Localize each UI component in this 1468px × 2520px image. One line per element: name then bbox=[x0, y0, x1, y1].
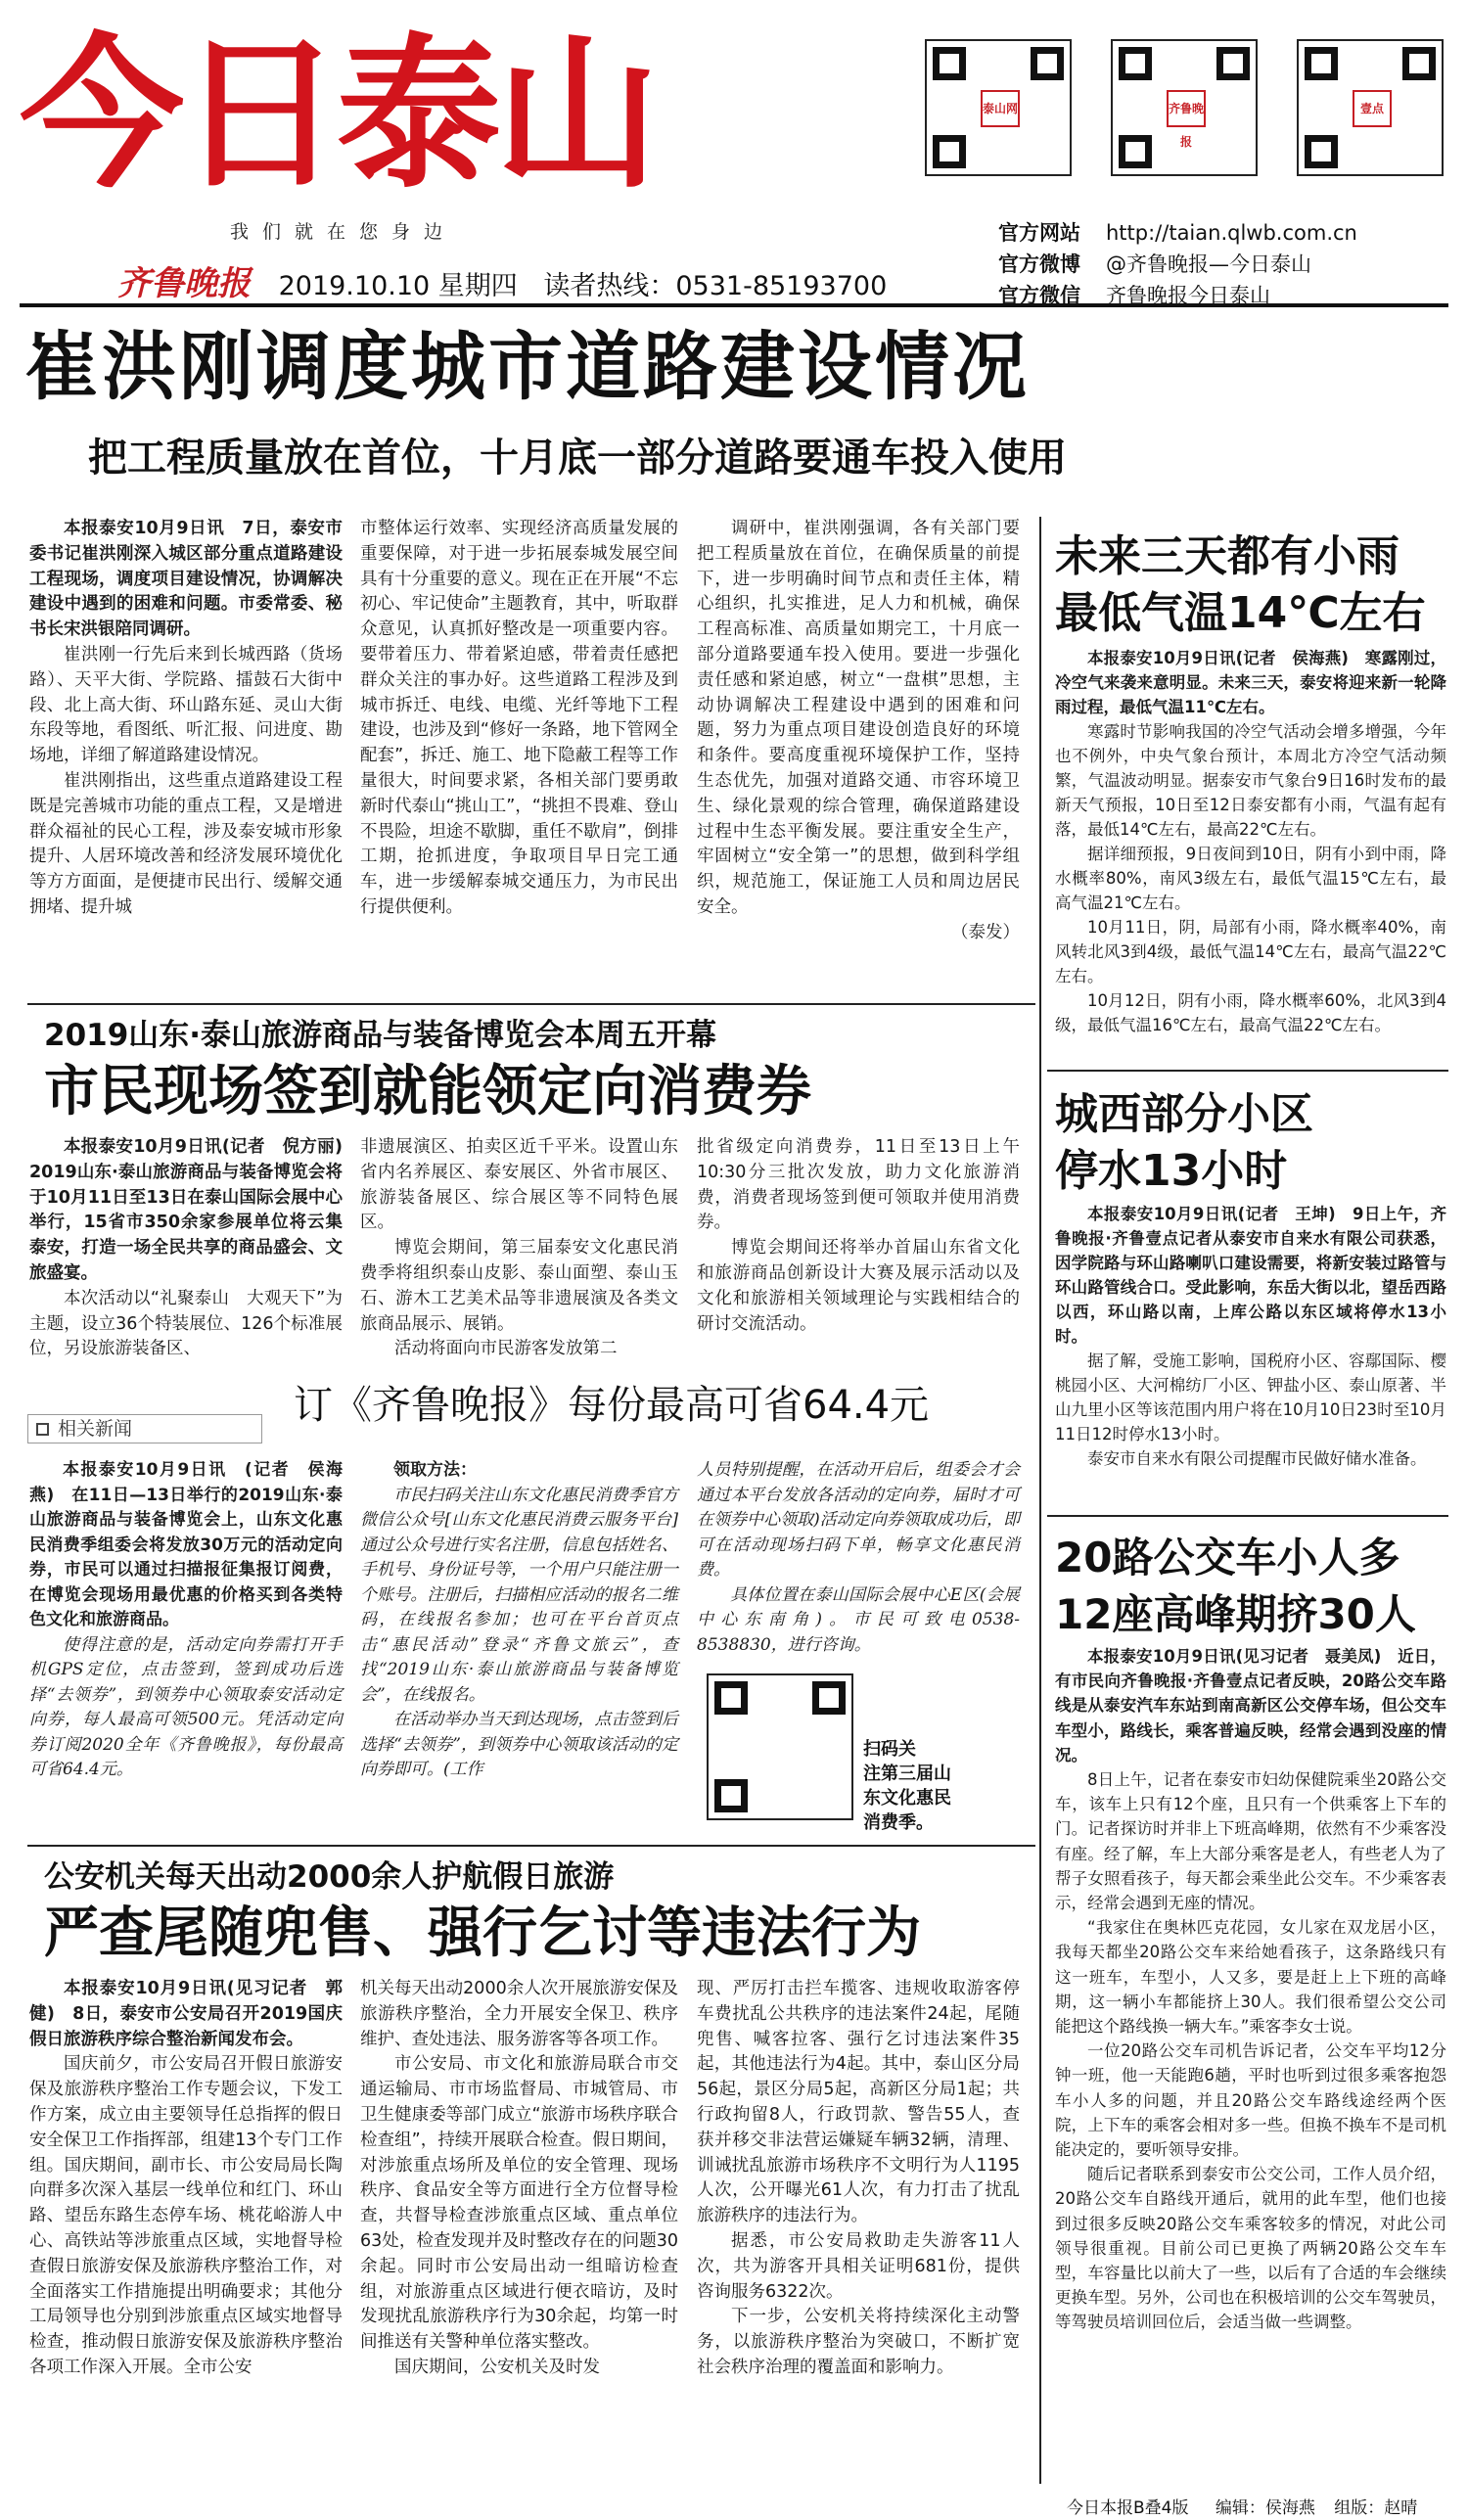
weather-headline: 未来三天都有小雨 最低气温14℃左右 bbox=[1055, 531, 1426, 638]
article1-column-1: 本报泰安10月9日讯 7日，泰安市委书记崔洪刚深入城区部分重点道路建设工程现场，调度项目建设情况，协调解决建设中遇到的困难和问题。市委常委、秘书长宋洪银陪同调研。 崔洪刚一行先后来到长城西路（货场路）、天平大街、学院路、擂鼓石大街中段、北上高大街、环山路东延、灵山大街东段等地，看图纸、听汇报、问进度、勘场地，详细了解道路建设情况。 崔洪刚指出，这些重点道路建设工程既是完善城市功能的重点工程，又是增进群众福祉的民心工程，涉及泰安城市形象提升、人居环境改善和经济发展环境优化等方方面面，是便捷市民出行、缓解交通拥堵、提升城 bbox=[29, 519, 343, 917]
qr-badge: 壹点 bbox=[1353, 90, 1392, 127]
page-footer: 今日本报B叠4版 编辑：侯海燕 组版：赵晴 bbox=[1067, 2498, 1418, 2518]
police-kicker: 公安机关每天出动2000余人护航假日旅游 bbox=[44, 1859, 615, 1895]
water-body: 本报泰安10月9日讯(记者 王坤) 9日上午，齐鲁晚报·齐鲁壹点记者从泰安市自来水有限公司获悉，因学院路与环山路喇叭口建设需要，将新安装过路管与环山路管线合口。受此影响，东岳大街以北，望岳西路以西，环山路以南，上库公路以东区域将停水13小时。 据了解，受施工影响，国税府小区、容鄢国际、樱桃园小区、大河棉纺厂小区、钾盐小区、泰山原著、半山九里小区等该范围内用户将在10月10日23时至10月11日12时停水13小时。 泰安市自来水有限公司提醒市民做好储水准备。 bbox=[1055, 1205, 1446, 1468]
article1-column-3: 调研中，崔洪刚强调，各有关部门要把工程质量放在首位，在确保质量的前提下，进一步明确时间节点和责任主体，精心组织，扎实推进，足人力和机械，确保工程高标准、高质量如期完工，十月底一部分道路要通车投入使用。要进一步强化责任感和紧迫感，树立“一盘棋”思想，主动协调解决工程建设中遇到的困难和问题，努力为重点项目建设创造良好的环境和条件。要高度重视环境保护工作，坚持生态优先，加强对道路交通、市容环境卫生、绿化景观的综合管理，确保道路建设过程中生态平衡发展。要注重安全生产，牢固树立“安全第一”的思想，做到科学组织，规范施工，保证施工人员和周边居民安全。 （泰发） bbox=[697, 517, 1020, 946]
related-subtitle: 领取方法： bbox=[393, 1460, 477, 1480]
article3-column-2: 机关每天出动2000余人次开展旅游安保及旅游秩序整治，全力开展安全保卫、秩序维护、查处违法、服务游客等各项工作。 市公安局、市文化和旅游局联合市交通运输局、市市场监督局、市城管局、市卫生健康委等部门成立“旅游市场秩序联合检查组”，持续开展联合检查。假日期间，对涉旅重点场所及单位的安全管理、现场秩序、食品安全等方面进行全方位督导检查，共督导检查涉旅重点区域、重点单位63处，检查发现并及时整改存在的问题30余起。同时市公安局出动一组暗访检查组，对旅游重点区域进行便衣暗访，及时发现扰乱旅游秩序行为30余起，均第一时间推送有关警种单位落实整改。 国庆期间，公安机关及时发 bbox=[360, 1979, 678, 2377]
police-headline: 严查尾随兜售、强行乞讨等违法行为 bbox=[44, 1901, 921, 1965]
publication-line bbox=[117, 256, 887, 304]
official-weibo[interactable]: 官方微博 @齐鲁晚报—今日泰山 bbox=[998, 252, 1311, 276]
official-channels bbox=[998, 217, 1357, 311]
water-headline: 城西部分小区 停水13小时 bbox=[1055, 1089, 1313, 1196]
order-headline: 订《齐鲁晚报》每份最高可省64.4元 bbox=[294, 1383, 930, 1428]
official-wechat[interactable]: 官方微信 齐鲁晚报今日泰山 bbox=[998, 284, 1270, 307]
bus-headline: 20路公交车小人多 12座高峰期挤30人 bbox=[1055, 1534, 1416, 1638]
related-column-2: 领取方法： 市民扫码关注山东文化惠民消费季官方微信公众号[山东文化惠民消费云服务平台]通过公众号进行实名注册，信息包括姓名、手机号、身份证号等，一个用户只能注册一个账号。注册后，扫描相应活动的报名二维码，在线报名参加；也可在平台首页点击“惠民活动”登录“齐鲁文旅云”，查找“2019山东·泰山旅游商品与装备博览会”，在线报名。 在活动举办当天到达现场，点击签到后选择“去领券”，到领券中心领取该活动的定向券即可。(工作 bbox=[360, 1460, 678, 1779]
related-news-label: 相关新闻 bbox=[27, 1414, 262, 1443]
expo-headline: 市民现场签到就能领定向消费券 bbox=[44, 1060, 811, 1123]
qr-code-icon[interactable] bbox=[1111, 39, 1258, 176]
article1-column-2: 市整体运行效率、实现经济高质量发展的重要保障，对于进一步拓展泰城发展空间具有十分重要的意义。现在正在开展“不忘初心、牢记使命”主题教育，其中，听取群众意见，认真抓好整改是一项重要内容。要带着压力、带着紧迫感，带着责任感把群众关注的事办好。这些道路工程涉及到城市拆迁、电线、电缆、光纤等地下工程建设，也涉及到“修好一条路，地下管网全配套”，拆迁、施工、地下隐蔽工程等工作量很大，时间要求紧，各相关部门要勇敢新时代泰山“挑山工”，“挑担不畏难、登山不畏险，坦途不歇脚，重任不歇肩”，倒排工期，抢抓进度，争取项目早日完工通车，进一步缓解泰城交通压力，为市民出行提供便利。 bbox=[360, 519, 678, 917]
article3-column-1: 本报泰安10月9日讯(见习记者 郭健) 8日，泰安市公安局召开2019国庆假日旅游秩序综合整治新闻发布会。 国庆前夕，市公安局召开假日旅游安保及旅游秩序整治工作专题会议，下发工作方案，成立由主要领导任总指挥的假日安全保卫工作指挥部，组建13个专门工作组。国庆期间，副市长、市公安局局长陶向群多次深入基层一线单位和红门、环山路、望岳东路生态停车场、桃花峪游人中心、高铁站等涉旅重点区域，实地督导检查假日旅游安保及旅游秩序整治工作，对全面落实工作措施提出明确要求；其他分工局领导也分别到涉旅重点区域实地督导检查，推动假日旅游安保及旅游秩序整治各项工作深入开展。全市公安 bbox=[29, 1979, 343, 2377]
brand-name: 齐鲁晚报 bbox=[117, 264, 251, 303]
qr-code-icon[interactable] bbox=[1297, 39, 1444, 176]
qr-code-icon[interactable] bbox=[707, 1673, 853, 1820]
article2-column-3: 批省级定向消费券，11日至13日上午10:30分三批次发放，助力文化旅游消费，消费者现场签到便可领取并使用消费券。 博览会期间还将举办首届山东省文化和旅游商品创新设计大赛及展示活动以及文化和旅游相关领域理论与实践相结合的研讨交流活动。 bbox=[697, 1137, 1020, 1334]
square-icon bbox=[36, 1423, 49, 1436]
weather-body: 本报泰安10月9日讯(记者 侯海燕) 寒露刚过，冷空气来袭来意明显。未来三天，泰安将迎来新一轮降雨过程，最低气温11℃左右。 寒露时节影响我国的冷空气活动会增多增强，今年也不例外，中央气象台预计，本周北方冷空气活动频繁，气温波动明显。据泰安市气象台9日16时发布的最新天气预报，10日至12日泰安都有小雨，气温有起有落，最低14℃左右，最高22℃左右。 据详细预报，9日夜间到10日，阴有小到中雨，降水概率80%，南风3级左右，最低气温15℃左右，最高气温21℃左右。 10月11日，阴，局部有小雨，降水概率40%，南风转北风3到4级，最低气温14℃左右，最高气温22℃左右。 10月12日，阴有小雨，降水概率60%，北风3到4级，最低气温16℃左右，最高气温22℃左右。 bbox=[1055, 649, 1446, 1034]
article2-column-2: 非遗展演区、拍卖区近千平米。设置山东省内名养展区、泰安展区、外省市展区、旅游装备展区、综合展区等不同特色展区。 博览会期间，第三届泰安文化惠民消费季将组织泰山皮影、泰山面塑、泰山玉石、游木工艺美术品等非遗展演及各类文旅商品展示、展销。 活动将面向市民游客发放第二 bbox=[360, 1137, 678, 1359]
byline: （泰发） bbox=[951, 922, 1020, 942]
expo-kicker: 2019山东·泰山旅游商品与装备博览会本周五开幕 bbox=[44, 1018, 717, 1053]
article3-column-3: 现、严厉打击拦车揽客、违规收取游客停车费扰乱公共秩序的违法案件24起，尾随兜售、喊客拉客、强行乞讨违法案件35起，其他违法行为4起。其中，泰山区分局56起，景区分局5起，高新区分局1起；共行政拘留8人，行政罚款、警告55人，查获并移交非法营运嫌疑车辆32辆，清理、训诫扰乱旅游市场秩序不文明行为人1195人次，公开曝光61人次，有力打击了扰乱旅游秩序的违法行为。 据悉，市公安局救助走失游客11人次，共为游客开具相关证明681份，提供咨询服务6322次。 下一步，公安机关将持续深化主动警务，以旅游秩序整治为突破口，不断扩宽社会秩序治理的覆盖面和影响力。 bbox=[697, 1979, 1020, 2377]
article2-column-1: 本报泰安10月9日讯(记者 倪方丽) 2019山东·泰山旅游商品与装备博览会将于10月11日至13日在泰山国际会展中心举行，15省市350余家参展单位将云集泰安，打造一场全民共享的商品盛会、文旅盛宴。 本次活动以“礼聚泰山 大观天下”为主题，设立36个特装展位、126个标准展位，另设旅游装备区、 bbox=[29, 1137, 360, 1359]
section-rule bbox=[1047, 1515, 1448, 1517]
slogan: 我们就在您身边 bbox=[230, 221, 457, 243]
section-rule bbox=[1047, 1070, 1448, 1072]
related-column-1: 本报泰安10月9日讯 (记者 侯海燕) 在11日—13日举行的2019山东·泰山旅游商品与装备博览会上，山东文化惠民消费季组委会将发放30万元的活动定向券，市民可以通过扫描报征集报订阅费，在博览会现场用最优惠的价格买到各类特色文化和旅游商品。 使得注意的是，活动定向券需打开手机GPS定位，点击签到，签到成功后选择“去领券”，到领券中心领取泰安活动定向券，每人最高可领500元。凭活动定向券订阅2020全年《齐鲁晚报》，每份最高可省64.4元。 bbox=[29, 1460, 343, 1779]
bus-body: 本报泰安10月9日讯(见习记者 聂美凤) 近日，有市民向齐鲁晚报·齐鲁壹点记者反映，20路公交车路线是从泰安汽车东站到南高新区公交停车场，但公交车车型小，路线长，乘客普遍反映，经常会遇到没座的情况。 8日上午，记者在泰安市妇幼保健院乘坐20路公交车，该车上只有12个座，且只有一个供乘客上下车的门。记者探访时并非上下班高峰期，依然有不少乘客没有座。经了解，车上大部分乘客是老人，有些老人为了帮子女照看孩子，每天都会乘坐此公交车。不少乘客表示，经常会遇到无座的情况。 “我家住在奥林匹克花园，女儿家在双龙居小区，我每天都坐20路公交车来给她看孩子，这条路线只有这一班车，车型小，人又多，要是赶上上下班的高峰期，这一辆小车都能挤上30人。我们很希望公交公司能把这个路线换一辆大车。”乘客李女士说。 一位20路公交车司机告诉记者，公交车平均12分钟一班，他一天能跑6趟，平时也听到过很多乘客抱怨车小人多的问题，并且20路公交车路线途经两个医院，上下车的乘客会相对多一些。但换不换车不是司机能决定的，要听领导安排。 随后记者联系到泰安市公交公司，工作人员介绍，20路公交车自路线开通后，就用的此车型，他们也接到过很多反映20路公交车乘客较多的情况，对此公司领导很重视。目前公司已更换了两辆20路公交车车型，车容量比以前大了一些，以后有了合适的车会继续更换车型。另外，公司也在积极培训的公交车驾驶员，等驾驶员培训回位后，会适当做一些调整。 bbox=[1055, 1647, 1446, 2332]
official-website[interactable]: 官方网站 http://taian.qlwb.com.cn bbox=[998, 221, 1357, 245]
qr-caption: 扫码关 注第三届山 东文化惠民 消费季。 bbox=[863, 1739, 951, 1833]
related-column-3: 人员特别提醒，在活动开启后，组委会才会通过本平台发放各活动的定向券，届时才可在领券中心领取)活动定向券领取成功后，即可在活动现场扫码下单，畅享文化惠民消费。 具体位置在泰山国际会展中心E区(会展中心东南角)。市民可致电0538-8538830，进行咨询。 bbox=[697, 1460, 1020, 1655]
column-divider bbox=[1039, 517, 1041, 2484]
qr-code-icon[interactable] bbox=[925, 39, 1072, 176]
section-rule bbox=[27, 1003, 1035, 1005]
main-subhead: 把工程质量放在首位，十月底一部分道路要通车投入使用 bbox=[88, 435, 1067, 481]
qr-badge: 齐鲁晚报 bbox=[1167, 90, 1206, 127]
masthead-rule bbox=[20, 303, 1448, 307]
qr-codes bbox=[925, 39, 1448, 186]
newspaper-logo: 今日泰山 bbox=[20, 19, 654, 210]
masthead bbox=[20, 19, 1448, 310]
section-rule bbox=[27, 1845, 1035, 1847]
issue-date: 2019.10.10 星期四 bbox=[278, 271, 518, 301]
qr-badge: 泰山网 bbox=[981, 90, 1020, 127]
main-headline: 崔洪刚调度城市道路建设情况 bbox=[24, 323, 1030, 410]
reader-hotline: 读者热线：0531-85193700 bbox=[543, 271, 888, 301]
